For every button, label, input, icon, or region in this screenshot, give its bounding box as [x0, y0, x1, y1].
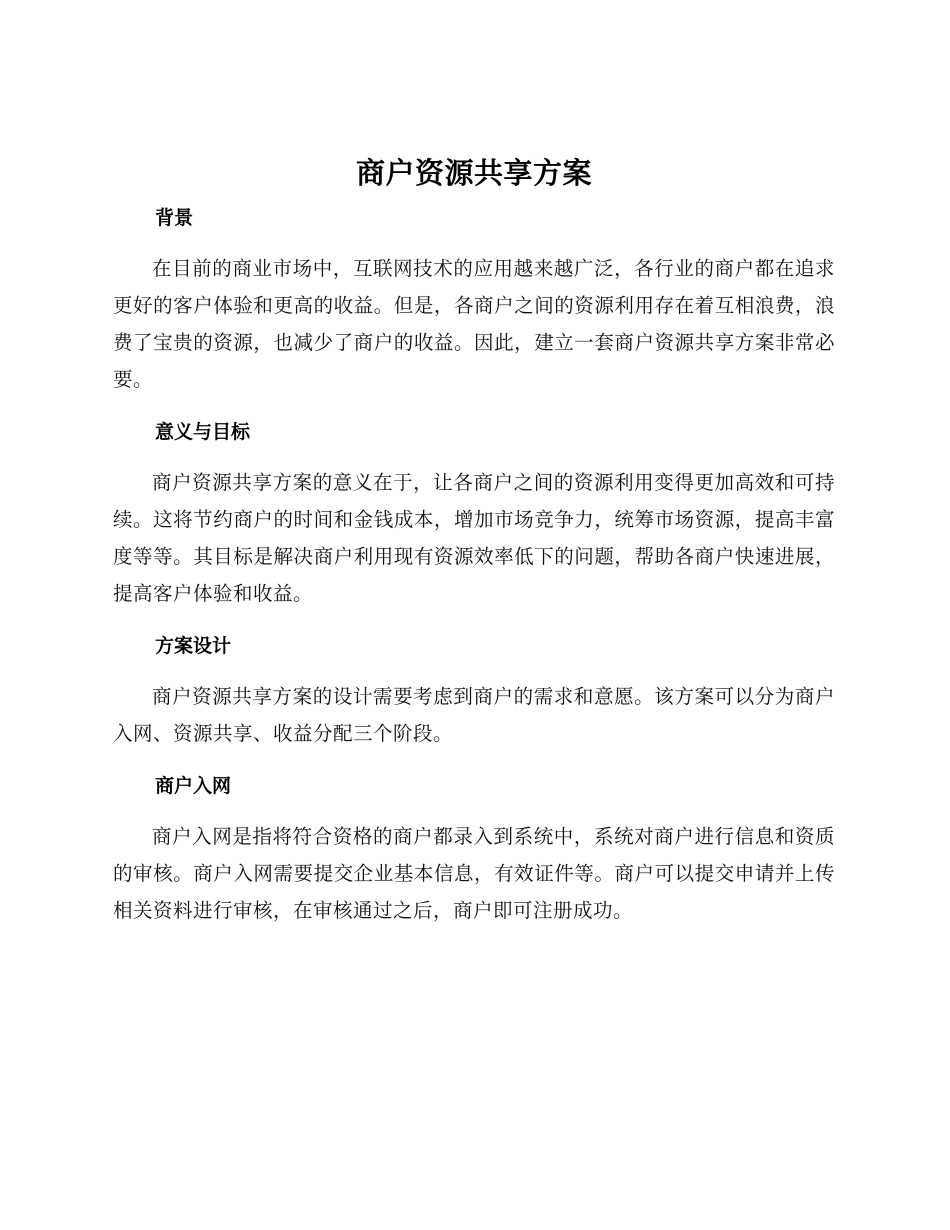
section-paragraph-onboarding: 商户入网是指将符合资格的商户都录入到系统中，系统对商户进行信息和资质的审核。商户入网需要提交企业基本信息，有效证件等。商户可以提交申请并上传相关资料进行审核，在审核通过之后，商户即可注册成功。: [113, 825, 835, 922]
document-title: 商户资源共享方案: [355, 156, 592, 190]
section-heading-background: 背景: [155, 207, 194, 229]
section-paragraph-background: 在目前的商业市场中，互联网技术的应用越来越广泛，各行业的商户都在追求更好的客户体验和更高的收益。但是，各商户之间的资源利用存在着互相浪费，浪费了宝贵的资源，也减少了商户的收益。因此，建立一套商户资源共享方案非常必要。: [113, 257, 835, 391]
section-heading-significance: 意义与目标: [155, 421, 251, 443]
section-paragraph-significance: 商户资源共享方案的意义在于，让各商户之间的资源利用变得更加高效和可持续。这将节约商户的时间和金钱成本，增加市场竞争力，统筹市场资源，提高丰富度等等。其目标是解决商户利用现有资源效率低下的问题，帮助各商户快速进展，提高客户体验和收益。: [113, 471, 835, 605]
section-heading-design: 方案设计: [155, 635, 232, 657]
section-heading-onboarding: 商户入网: [155, 775, 232, 797]
section-paragraph-design: 商户资源共享方案的设计需要考虑到商户的需求和意愿。该方案可以分为商户入网、资源共享、收益分配三个阶段。: [113, 685, 835, 745]
document-page: [113, 150, 835, 929]
